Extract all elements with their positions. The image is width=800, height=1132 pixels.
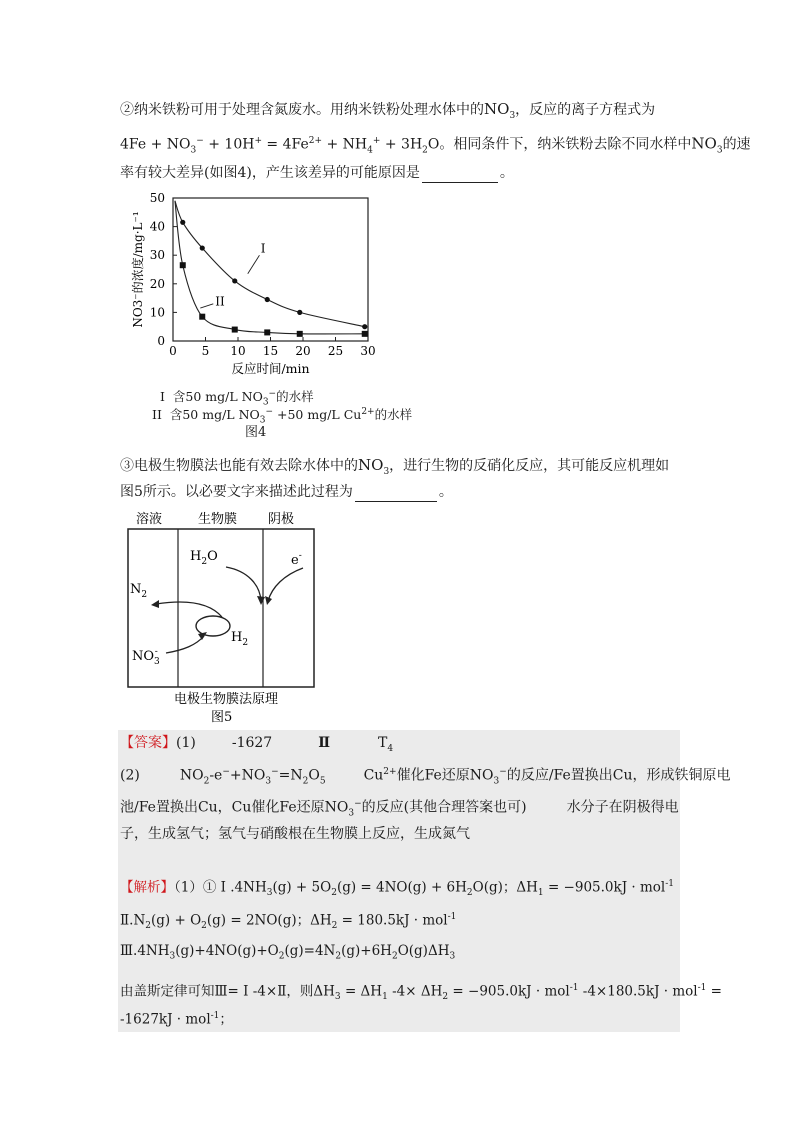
label-biofilm: 生物膜 xyxy=(198,512,238,527)
analysis-equation: (g)+4NO(g)+O xyxy=(175,943,279,959)
chem-sup: − xyxy=(271,767,279,777)
q3-text: 。 xyxy=(438,484,453,500)
chem-sub: 3 xyxy=(449,951,456,962)
analysis-equation: = −905.0kJ · mol xyxy=(448,983,570,1000)
chem-sub: 2 xyxy=(302,776,309,787)
data-point-II xyxy=(199,314,205,320)
chem-formula: NO xyxy=(358,456,384,474)
label-n2: $N_2$ xyxy=(130,582,148,600)
figure5-caption: 电极生物膜法原理 xyxy=(174,692,279,707)
chem-sub: 3 xyxy=(383,466,390,477)
analysis-equation: -4×180.5kJ · mol xyxy=(578,983,698,1000)
chem-sup: − xyxy=(222,767,230,777)
chem-sup: 2+ xyxy=(308,136,323,146)
chem-sup: 2+ xyxy=(383,767,397,777)
chem-sub: 1 xyxy=(382,992,388,1003)
arrowhead xyxy=(265,596,272,605)
chem-sub: 2 xyxy=(201,921,207,932)
analysis-text: Ⅲ. xyxy=(120,943,138,959)
y-axis-label: NO3⁻的浓度/mg·L⁻¹ xyxy=(131,211,145,328)
answer-part-number: (1) xyxy=(176,735,196,751)
analysis-equation: = 180.5kJ · mol xyxy=(337,912,448,929)
analysis-equation: = xyxy=(706,983,722,1000)
data-point-I xyxy=(200,245,205,250)
data-point-I xyxy=(232,278,237,283)
analysis-result: -1627kJ · mol xyxy=(120,1011,211,1028)
label-h2: $H_2$ xyxy=(231,630,249,648)
q2-text: 的速 xyxy=(722,136,751,153)
label-solution: 溶液 xyxy=(136,512,163,527)
y-tick-label: 10 xyxy=(149,305,165,320)
label-h2o: $H_2O$ xyxy=(190,549,218,567)
q3-text: 图5所示。以必要文字来描述此过程为 xyxy=(120,484,353,500)
chem-sub: 1 xyxy=(537,888,544,899)
equation-part: O xyxy=(427,136,440,153)
data-point-I xyxy=(362,324,367,329)
answer-sub: 4 xyxy=(387,743,394,754)
q2-text: 。相同条件下，纳米铁粉去除不同水样中 xyxy=(439,136,692,153)
figure4-chart xyxy=(118,186,388,386)
equation-part: + 3H xyxy=(380,136,423,153)
answer-temperature: T xyxy=(378,735,388,751)
analysis-equation: (g) = 2NO(g)；ΔH xyxy=(206,912,332,929)
analysis-equation: (g) + 5O xyxy=(272,879,332,896)
answer-equation: NO xyxy=(179,767,204,784)
equation-part: = 4Fe xyxy=(261,136,309,153)
data-point-II xyxy=(180,262,186,268)
equation-part: 4Fe + NO xyxy=(120,136,191,153)
chem-sub: 3 xyxy=(334,992,341,1003)
q2-line2 xyxy=(120,131,751,160)
analysis-equation: = ΔH xyxy=(340,983,383,1000)
chem-sup: + xyxy=(372,136,381,146)
chem-sup: -1 xyxy=(665,879,675,889)
analysis-equation: O(g)；ΔH xyxy=(472,879,538,896)
answer-line4: 子，生成氢气；氢气与硝酸根在生物膜上反应，生成氮气 xyxy=(120,826,470,842)
analysis-tag: 【解析】 xyxy=(120,879,174,896)
arrowhead xyxy=(257,596,265,605)
arrow-electron xyxy=(268,568,303,601)
analysis-equation: 4NH xyxy=(234,879,267,896)
data-point-II xyxy=(362,331,368,337)
legend-text: 的水样 xyxy=(374,407,413,423)
chem-sup: + xyxy=(254,136,262,146)
chem-sup: -1 xyxy=(210,1011,220,1021)
analysis-line1 xyxy=(120,874,674,903)
q2-text: ，反应的离子方程式为 xyxy=(515,102,656,118)
data-point-II xyxy=(264,329,270,335)
data-point-I xyxy=(265,297,270,302)
analysis-equation: (g)=4N xyxy=(284,943,336,959)
answer-text: 的反应/Fe置换出Cu，形成铁铜原电 xyxy=(506,767,731,784)
analysis-line2 xyxy=(120,907,456,936)
analysis-equation: ΔH xyxy=(313,983,335,1000)
x-axis-label: 反应时间/min xyxy=(231,361,310,376)
legend-sup: − xyxy=(265,407,274,417)
data-point-II xyxy=(232,327,238,333)
series-label-leader xyxy=(248,255,260,274)
analysis-text: Ⅱ. xyxy=(120,912,134,929)
chem-sub: 2 xyxy=(331,888,337,899)
chem-formula: NO xyxy=(691,134,717,153)
x-tick-label: 0 xyxy=(169,344,177,358)
x-tick-label: 5 xyxy=(201,344,210,358)
answer-value: -1627 xyxy=(231,735,273,751)
data-point-I xyxy=(297,310,302,315)
legend-text: 的水样 xyxy=(276,389,314,405)
x-tick-label: 30 xyxy=(360,344,376,358)
q3-line2 xyxy=(120,482,453,502)
analysis-text: （1）① Ⅰ . xyxy=(174,879,235,896)
chem-sub: 2 xyxy=(335,951,342,962)
y-tick-label: 40 xyxy=(149,219,165,234)
analysis-line4 xyxy=(120,978,722,1007)
chart-axes xyxy=(150,191,376,358)
arrow-n2 xyxy=(156,602,222,617)
label-electron: e- xyxy=(291,551,302,568)
answer-equation: =N xyxy=(278,767,303,784)
analysis-equation: -4× ΔH xyxy=(387,983,443,1000)
analysis-equation: (g)+6H xyxy=(341,943,392,959)
chem-sub: 3 xyxy=(169,951,176,962)
answer-text: 水分子在阴极得电 xyxy=(566,799,679,816)
label-no3: $NO_3-$ xyxy=(132,647,160,667)
figure5-label: 图5 xyxy=(211,710,233,725)
analysis-text: 由盖斯定律可知Ⅲ= Ⅰ -4×Ⅱ，则 xyxy=(120,983,314,1000)
data-point-II xyxy=(297,331,303,337)
chem-sup: − xyxy=(354,799,362,809)
answer-blank[interactable] xyxy=(422,168,498,183)
biofilm-cell xyxy=(196,616,230,636)
analysis-line3 xyxy=(120,941,455,967)
chem-sub: 2 xyxy=(466,888,473,899)
series-line-I xyxy=(175,201,365,327)
chem-sub: 2 xyxy=(278,951,285,962)
chem-sub: 3 xyxy=(509,110,516,121)
analysis-equation: = −905.0kJ · mol xyxy=(543,879,666,896)
series-label-II: II xyxy=(215,294,225,309)
chem-sub: 4 xyxy=(367,145,373,156)
answer-roman: Ⅱ xyxy=(318,735,331,751)
legend-mark: II xyxy=(152,407,162,423)
chem-sub: 2 xyxy=(145,921,152,932)
chem-sub: 2 xyxy=(203,776,210,787)
analysis-equation: 4NH xyxy=(137,943,170,959)
q3-line1 xyxy=(120,455,669,482)
analysis-text: ； xyxy=(219,1011,233,1028)
legend-mark: I xyxy=(160,389,165,405)
y-tick-label: 0 xyxy=(157,334,165,348)
legend-sup: − xyxy=(268,389,277,399)
q2-line1 xyxy=(120,99,655,126)
chem-sub: 2 xyxy=(422,145,428,156)
arrow-h2o xyxy=(226,567,261,601)
legend-sup: 2+ xyxy=(361,407,375,417)
chem-sub: 2 xyxy=(331,921,338,932)
series-label-leader xyxy=(200,304,213,308)
label-cathode: 阴极 xyxy=(268,512,295,527)
y-tick-label: 20 xyxy=(149,276,165,291)
arrow-no3 xyxy=(166,636,204,653)
answer-line1 xyxy=(120,733,393,759)
legend-text: +50 mg/L Cu xyxy=(273,407,362,423)
answer-equation: O xyxy=(308,767,320,784)
answer-text: 池/Fe置换出Cu，Cu催化Fe还原NO xyxy=(120,799,349,816)
chem-sup: -1 xyxy=(569,983,579,993)
chem-sub: 3 xyxy=(266,888,273,899)
figure4-caption: 图4 xyxy=(245,425,267,440)
answer-tag: 【答案】 xyxy=(120,735,176,751)
q2-text: 率有较大差异(如图4)，产生该差异的可能原因是 xyxy=(120,165,420,181)
chem-sub: 3 xyxy=(348,808,355,819)
answer-text: 的反应(其他合理答案也可) xyxy=(361,799,527,816)
chart-series xyxy=(175,201,368,337)
series-label-I: I xyxy=(260,241,266,256)
q3-text: ，进行生物的反硝化反应，其可能反应机理如 xyxy=(389,458,670,474)
chem-sup: − xyxy=(196,136,204,146)
analysis-equation: O(g)ΔH xyxy=(397,943,450,959)
q2-line3 xyxy=(120,163,514,183)
answer-part-number: (2) xyxy=(120,767,140,784)
answer-text: 催化Fe还原NO xyxy=(396,767,494,784)
x-tick-label: 15 xyxy=(262,344,279,358)
answer-line2: (2) $NO_2-e^-+NO_3^-=N_2O_5$ $Cu^{2+}$催化Fe还原$NO_3^-$的反应/Fe置换出Cu，形成铁铜原电 xyxy=(120,767,731,787)
figure5-diagram xyxy=(118,505,328,725)
arrowhead xyxy=(198,632,207,640)
legend-sub: 3 xyxy=(259,415,266,426)
chem-sub: 2 xyxy=(391,951,398,962)
x-tick-label: 10 xyxy=(230,344,246,358)
chem-sub: 3 xyxy=(190,145,197,156)
chem-sup: − xyxy=(499,767,507,777)
equation-part: + 10H xyxy=(203,136,255,153)
analysis-line5 xyxy=(120,1006,233,1030)
legend-text: 含50 mg/L NO xyxy=(172,389,263,405)
chem-formula: NO xyxy=(484,100,510,118)
q2-text: 。 xyxy=(499,165,514,181)
y-tick-label: 50 xyxy=(149,191,165,205)
chem-sub: 3 xyxy=(716,145,723,156)
chem-sub: 2 xyxy=(442,992,449,1003)
chem-sup: -1 xyxy=(447,912,457,922)
answer-blank[interactable] xyxy=(355,487,437,502)
legend-text: 含50 mg/L NO xyxy=(169,407,260,423)
answer-text: Cu xyxy=(363,767,384,784)
answer-line3 xyxy=(120,794,679,823)
data-point-I xyxy=(180,220,185,225)
analysis-equation: (g) + O xyxy=(151,912,202,929)
chem-sub: 3 xyxy=(265,776,272,787)
arrowhead xyxy=(151,600,159,608)
x-tick-label: 20 xyxy=(295,344,311,358)
y-tick-label: 30 xyxy=(149,248,165,263)
q2-text: ②纳米铁粉可用于处理含氮废水。用纳米铁粉处理水体中的 xyxy=(120,102,484,118)
chem-sup: -1 xyxy=(697,983,707,993)
analysis-equation: N xyxy=(133,912,146,929)
x-tick-label: 25 xyxy=(327,344,344,358)
legend-sub: 3 xyxy=(262,397,269,408)
answer-equation: -e xyxy=(209,767,223,784)
q3-text: ③电极生物膜法也能有效去除水体中的 xyxy=(120,458,358,474)
legend-item-2 xyxy=(152,403,412,430)
equation-part: + NH xyxy=(322,136,368,153)
answer-equation: +NO xyxy=(229,767,266,784)
chem-sub: 3 xyxy=(493,776,500,787)
analysis-equation: (g) = 4NO(g) + 6H xyxy=(336,879,467,896)
